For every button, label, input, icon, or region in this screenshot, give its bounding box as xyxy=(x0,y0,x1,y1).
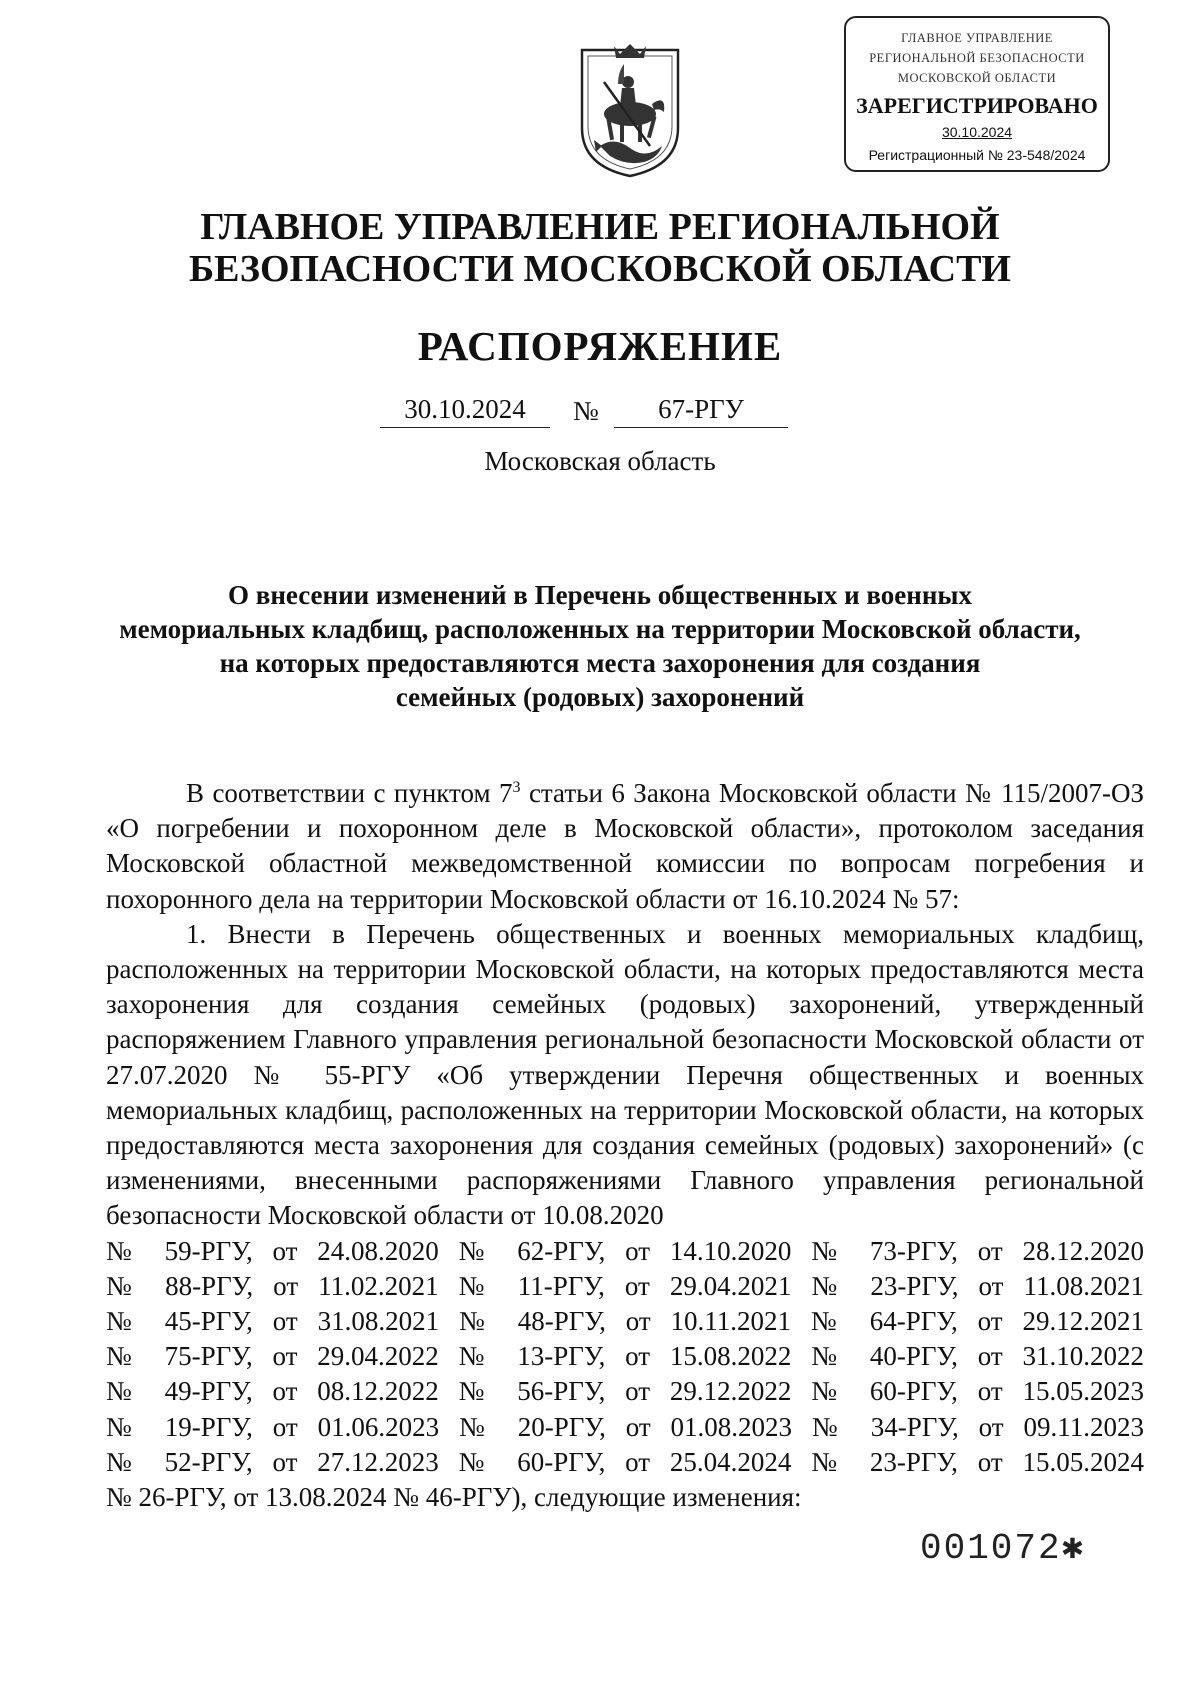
stamp-date: 30.10.2024 xyxy=(941,124,1013,140)
serial-number xyxy=(920,1526,1085,1569)
stamp-agency-line3: МОСКОВСКОЙ ОБЛАСТИ xyxy=(897,71,1057,85)
document-place: Московская область xyxy=(484,446,716,476)
reference-line: № 49-РГУ, от 08.12.2022 № 56-РГУ, от 29.12.2022 № 60-РГУ, от 15.05.2023 xyxy=(106,1376,1144,1407)
reference-line: № 52-РГУ, от 27.12.2023 № 60-РГУ, от 25.04.2024 № 23-РГУ, от 15.05.2024 xyxy=(106,1446,1144,1477)
reference-line: № 19-РГУ, от 01.06.2023 № 20-РГУ, от 01.08.2023 № 34-РГУ, от 09.11.2023 xyxy=(106,1411,1144,1442)
agency-title-line1: ГЛАВНОЕ УПРАВЛЕНИЕ РЕГИОНАЛЬНОЙ xyxy=(200,206,1000,248)
coat-of-arms-emblem xyxy=(574,42,686,180)
preamble-superscript: 3 xyxy=(512,779,521,796)
serial-asterisk-icon: ✱ xyxy=(1061,1528,1086,1569)
reference-line: № 45-РГУ, от 31.08.2021 № 48-РГУ, от 10.11.2021 № 64-РГУ, от 29.12.2021 xyxy=(106,1306,1144,1337)
document-type: РАСПОРЯЖЕНИЕ xyxy=(417,323,783,369)
subject-line1: О внесении изменений в Перечень общественных и военных xyxy=(228,580,972,610)
reference-line: № 88-РГУ, от 11.02.2021 № 11-РГУ, от 29.04.2021 № 23-РГУ, от 11.08.2021 xyxy=(106,1270,1144,1301)
stamp-agency-line1: ГЛАВНОЕ УПРАВЛЕНИЕ xyxy=(901,31,1053,45)
subject-line2: мемориальных кладбищ, расположенных на территории Московской области, xyxy=(119,614,1081,644)
serial-digits: 001072 xyxy=(920,1528,1062,1569)
registration-stamp xyxy=(844,16,1110,172)
amendment-references xyxy=(106,1234,1144,1516)
stamp-reg-number: Регистрационный № 23-548/2024 xyxy=(868,147,1086,163)
agency-title xyxy=(0,206,1200,290)
stamp-status: ЗАРЕГИСТРИРОВАНО xyxy=(856,93,1098,118)
document-subject xyxy=(80,578,1120,714)
reference-line: № 59-РГУ, от 24.08.2020 № 62-РГУ, от 14.10.2020 № 73-РГУ, от 28.12.2020 xyxy=(106,1235,1144,1266)
reference-line: № 26-РГУ, от 13.08.2024 № 46-РГУ), следующие изменения: xyxy=(106,1482,802,1513)
document-date: 30.10.2024 xyxy=(380,394,550,428)
item-1-paragraph: 1. Внести в Перечень общественных и военных мемориальных кладбищ, расположенных на территории Московской области, на которых предоставляются места захоронения для создания семейных (родовых) захоронений, утвержденный распоряжением Главного управления региональной безопасности Московской области от 27.07.2020 № 55-РГУ «Об утверждении Перечня общественных и военных мемориальных кладбищ, расположенных на территории Московской области, на которых предоставляются места захоронения для создания семейных (родовых) захоронений» (с изменениями, внесенными распоряжениями Главного управления региональной безопасности Московской области от 10.08.2020 xyxy=(106,918,1144,1231)
preamble-start: В соответствии с пунктом 7 xyxy=(186,778,513,808)
preamble-rest: статьи 6 Закона Московской области № 115/2007-ОЗ «О погребении и похоронном деле в Московской области», протоколом заседания Московской областной межведомственной комиссии по вопросам погребения и похоронного дела на территории Московской области от 16.10.2024 № 57: xyxy=(106,778,1144,914)
document-body xyxy=(106,770,1144,1515)
agency-title-line2: БЕЗОПАСНОСТИ МОСКОВСКОЙ ОБЛАСТИ xyxy=(189,248,1011,290)
subject-line4: семейных (родовых) захоронений xyxy=(395,682,805,712)
document-number: 67-РГУ xyxy=(614,394,788,428)
subject-line3: на которых предоставляются места захоронения для создания xyxy=(219,648,981,678)
stamp-agency-line2: РЕГИОНАЛЬНОЙ БЕЗОПАСНОСТИ xyxy=(869,51,1085,65)
number-sign: № xyxy=(573,396,599,426)
reference-line: № 75-РГУ, от 29.04.2022 № 13-РГУ, от 15.08.2022 № 40-РГУ, от 31.10.2022 xyxy=(106,1341,1144,1372)
preamble-paragraph xyxy=(106,770,1144,917)
